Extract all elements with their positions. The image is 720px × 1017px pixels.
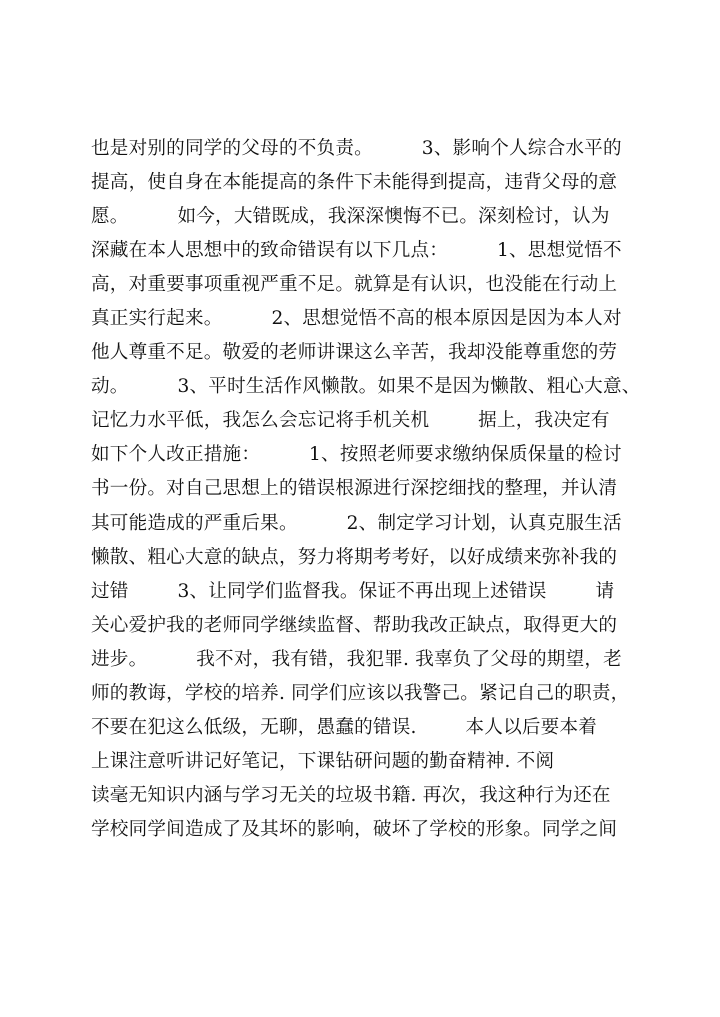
text-line: 书一份。对自己思想上的错误根源进行深挖细找的整理，并认清 xyxy=(91,478,618,500)
text-line: 关心爱护我的老师同学继续监督、帮助我改正缺点，取得更大的 xyxy=(91,614,618,636)
text-line: 记忆力水平低，我怎么会忘记将手机关机 据上，我决定有 xyxy=(91,410,610,432)
text-line: 懒散、粗心大意的缺点，努力将期考考好，以好成绩来弥补我的 xyxy=(91,546,618,568)
text-line: 真正实行起来。 2、思想觉悟不高的根本原因是因为本人对 xyxy=(91,308,622,330)
text-line: 不要在犯这么低级，无聊，愚蠢的错误. 本人以后要本着 xyxy=(91,716,598,738)
text-line: 提高，使自身在本能提高的条件下未能得到提高，违背父母的意 xyxy=(91,172,618,194)
text-line: 师的教诲，学校的培养. 同学们应该以我警己。紧记自己的职责， xyxy=(91,682,630,704)
body-text xyxy=(91,132,651,847)
text-line: 动。 3、平时生活作风懒散。如果不是因为懒散、粗心大意、 xyxy=(91,376,641,398)
text-line: 如下个人改正措施： 1、按照老师要求缴纳保质保量的检讨 xyxy=(91,444,622,466)
text-line: 进步。 我不对，我有错，我犯罪. 我辜负了父母的期望，老 xyxy=(91,648,622,670)
text-line: 愿。 如今，大错既成，我深深懊悔不已。深刻检讨，认为 xyxy=(91,206,610,228)
text-line: 深藏在本人思想中的致命错误有以下几点： 1、思想觉悟不 xyxy=(91,240,622,262)
text-line: 读毫无知识内涵与学习无关的垃圾书籍. 再次，我这种行为还在 xyxy=(91,784,611,806)
text-line: 学校同学间造成了及其坏的影响，破坏了学校的形象。同学之间 xyxy=(91,818,618,840)
text-line: 也是对别的同学的父母的不负责。 3、影响个人综合水平的 xyxy=(91,138,622,159)
text-line: 高，对重要事项重视严重不足。就算是有认识，也没能在行动上 xyxy=(91,274,618,296)
text-line: 其可能造成的严重后果。 2、制定学习计划，认真克服生活 xyxy=(91,512,622,534)
text-line: 上课注意听讲记好笔记，下课钻研问题的勤奋精神. 不阅 xyxy=(91,750,555,772)
text-line: 过错 3、让同学们监督我。保证不再出现上述错误 请 xyxy=(91,580,615,602)
text-line: 他人尊重不足。敬爱的老师讲课这么辛苦，我却没能尊重您的劳 xyxy=(91,342,618,364)
